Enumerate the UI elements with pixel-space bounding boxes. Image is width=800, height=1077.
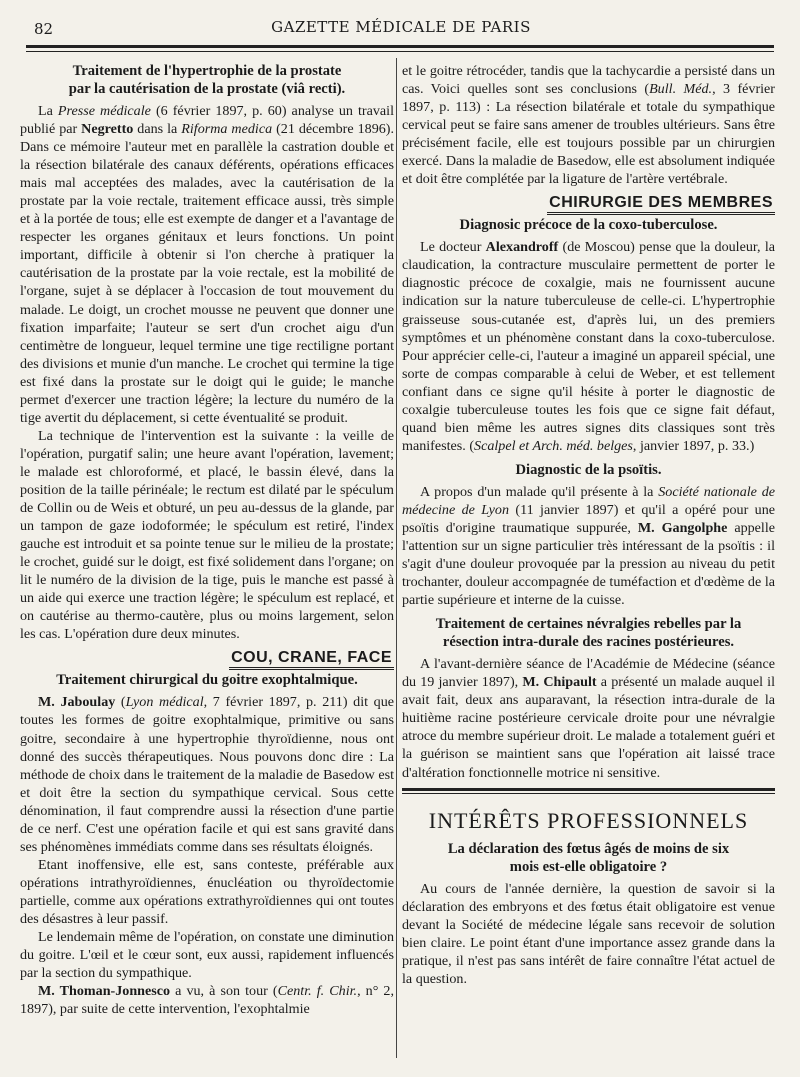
- article-heading-psoitis: Diagnostic de la psoïtis.: [515, 461, 662, 478]
- citation: Centr. f. Chir.: [277, 983, 358, 1000]
- paragraph: Le docteur Alexandroff (de Moscou) pense que la douleur, la claudication, la contracture musculaire permettent de porter le diagnostic précoce de coxalgie, mais ne fournissent aucune indication sur la nature tuberculeuse de celle-ci. L'hypertrophie graisseuse sous-cutanée est, d'après lui, un des premiers symptômes et un phénomène constant dans la coxo-tuberculose. Pour apprécier celle-ci, l'auteur a imaginé un appareil spécial, une sorte de compas comparable à celui de Weber, et est tellement confiant dans ce signe qu'il hésite à porter le diagnostic de coxalgie tuberculeuse toutes les fois que ce signe fait défaut, quand bien même les autres signes dits classiques sont très manifestes. (Scalpel et Arch. méd. belges, janvier 1897, p. 33.): [402, 239, 775, 454]
- paragraph: M. Jaboulay (Lyon médical, 7 février 1897, p. 211) dit que toutes les formes de goitre exophtalmique, primitive ou sans goitre, secondaire à une hypertrophie thyroïdienne, nous ont donné des succès thérapeutiques. Nous pouvons donc dire : La méthode de choix dans le traitement de la maladie de Basedow est et doit être la section du sympathique cervical. Sous cette dénomination, il faut comprendre aussi la résection d'une partie de ce nerf. C'est une opération facile et qui est sans gravité dans ses phénomènes immédiats comme dans ses résultats éloignés.: [20, 694, 395, 855]
- heading-line: résection intra-durale des racines postérieures.: [442, 634, 735, 651]
- author-name: M. Thoman-Jonnesco: [38, 983, 171, 1000]
- citation: Société nationale de médecine de Lyon: [402, 483, 776, 518]
- citation: Presse médicale: [57, 103, 151, 119]
- section-heading-membres: CHIRURGIE DES MEMBRES: [402, 194, 775, 212]
- article-heading-goitre: Traitement chirurgical du goitre exophtalmique.: [56, 672, 358, 689]
- heading-line: Traitement de l'hypertrophie de la prostate: [72, 63, 342, 79]
- paragraph: A l'avant-dernière séance de l'Académie de Médecine (séance du 19 janvier 1897), M. Chipault a présenté un malade auquel il avait fait, deux ans auparavant, la résection intra-durale de la huitième racine postérieure cervicale droite pour une névralgie atroce du membre supérieur droit. Le malade a totalement guéri et la guérison se maintient sans que l'opération ait laissé trace d'altération fonctionnelle motrice ni sensitive.: [402, 656, 775, 781]
- left-column: [20, 62, 394, 1018]
- citation: Riforma medica: [181, 121, 273, 138]
- article-heading-nevralgies: [402, 615, 775, 651]
- heading-line: Traitement de certaines névralgies rebelles par la: [435, 616, 742, 633]
- right-column: [402, 62, 775, 988]
- author-name: Negretto: [81, 121, 134, 138]
- paragraph: et le goitre rétrocéder, tandis que la tachycardie a persisté dans un cas. Voici quelles sont ses conclusions (Bull. Méd., 3 février 1897, p. 113) : La résection bilatérale et totale du sympathique cervical peut se faire sans amener de troubles ultérieurs. Sans être précisément facile, elle est toujours possible par un chirurgien exercé. Dans la maladie de Basedow, elle est absolument indiquée et doit être complétée par la ligature de l'artère vertébrale.: [402, 63, 775, 188]
- section-heading-interets: INTÉRÊTS PROFESSIONNELS: [428, 807, 749, 833]
- author-name: M. Jaboulay: [38, 694, 116, 711]
- heading-line: mois est-elle obligatoire ?: [509, 858, 668, 875]
- citation: Lyon médical: [125, 694, 204, 711]
- journal-title: GAZETTE MÉDICALE DE PARIS: [271, 18, 531, 36]
- article-heading-prostate: [20, 62, 394, 98]
- paragraph: Au cours de l'année dernière, la question de savoir si la déclaration des embryons et des fœtus était obligatoire est venue devant la Société de médecine légale sans recevoir de solution bien claire. Le point étant d'une importance assez grande dans la pratique, il n'est pas sans intérêt de faire connaître l'état actuel de la question.: [402, 880, 775, 987]
- paragraph: A propos d'un malade qu'il présente à la Société nationale de médecine de Lyon (11 janvier 1897) et qu'il a opéré pour une psoïtis d'origine traumatique suppurée, M. Gangolphe appelle l'attention sur un signe particulier très intéressant de la psoïtis : il s'agit d'une douleur provoquée par la pression au niveau du petit trochanter, douleur accompagnée de tuméfaction et d'œdème de la partie supérieure et interne de la cuisse.: [402, 483, 776, 609]
- section-rule: [402, 788, 775, 791]
- column-divider: [396, 58, 397, 1058]
- citation: Bull. Méd.: [649, 81, 713, 98]
- page-number: 82: [34, 20, 54, 38]
- paragraph: La technique de l'intervention est la suivante : la veille de l'opération, purgatif salin; une heure avant l'opération, lavement; le malade est chloroformé, et placé, le bassin élevé, dans la position de la taille périnéale; le rectum est dilaté par le spéculum de Collin ou de Weis et obturé, un peu au-dessus de la glande, par un tampon de gaze iodoformée; le spéculum est retiré, l'index gauche est introduit et sa pointe tenue sur le milieu de la prostate; le crochet, guidé sur le doigt, est fixé solidement dans l'organe; on lit le numéro de la division de la tige, puis le manche est passé à un aide qui exerce une traction légère; le spéculum est replacé, et on cautérise au thermo-cautère, plus ou moins largement, selon les cas. L'opération dure deux minutes.: [20, 427, 394, 643]
- paragraph: Etant inoffensive, elle est, sans conteste, préférable aux opérations intrathyroïdiennes, énucléation ou thyroïdectomie partielle, comme aux opérations extrathyroïdiennes qui ont toutes des désastres à leur passif.: [20, 856, 394, 927]
- page-header: [28, 14, 774, 42]
- paragraph: La Presse médicale (6 février 1897, p. 60) analyse un travail publié par Negretto dans la Riforma medica (21 décembre 1896). Dans ce mémoire l'auteur met en parallèle la castration double et la résection bilatérale des canaux déférents, opérations efficaces mais mal acceptées des malades, avec la cautérisation de la prostate par la voie rectale, traitement efficace aussi, très simple et à la portée de tous; elle est exempte de danger et a l'avantage de respecter les organes génitaux et leurs fonctions. Un point important, difficile à obtenir si l'on cherche à pratiquer la cautérisation de la prostate par la voie rectale, est la mobilité de l'organe, sujet à se déplacer à l'occasion de tout mouvement du malade. Le doigt, un crochet mousse ne peuvent que donner une fixation imparfaite; l'auteur se sert d'un crochet aigu d'un centimètre de longueur, lequel termine une tige rectiligne portant des divisions et munie d'un manche. Le crochet qui termine la tige est fixé dans la prostate sur le doigt qui le guide; le manche permet d'exercer une traction légère; la lecture du numéro de la tige avertit du déplacement, si cette éventualité se produit.: [20, 103, 395, 426]
- article-heading-coxo: Diagnosic précoce de la coxo-tuberculose.: [459, 217, 718, 234]
- paragraph: Le lendemain même de l'opération, on constate une diminution du goitre. L'œil et le cœur sont, eux aussi, rapidement influencés par la section du sympathique.: [20, 929, 394, 982]
- author-name: Alexandroff: [485, 239, 559, 256]
- section-heading-cou: COU, CRANE, FACE: [20, 649, 394, 667]
- heading-line: La déclaration des fœtus âgés de moins de six: [447, 840, 730, 857]
- author-name: M. Gangolphe: [637, 519, 728, 536]
- article-heading-declaration: [402, 840, 775, 876]
- header-rule-thin: [26, 51, 774, 52]
- author-name: M. Chipault: [522, 674, 597, 691]
- paragraph: M. Thoman-Jonnesco a vu, à son tour (Centr. f. Chir., n° 2, 1897), par suite de cette intervention, l'exophtalmie: [20, 983, 395, 1018]
- citation: Scalpel et Arch. méd. belges: [474, 437, 633, 454]
- heading-line: par la cautérisation de la prostate (viâ recti).: [68, 81, 346, 97]
- header-rule: [26, 45, 774, 48]
- section-rule-thin: [402, 793, 775, 794]
